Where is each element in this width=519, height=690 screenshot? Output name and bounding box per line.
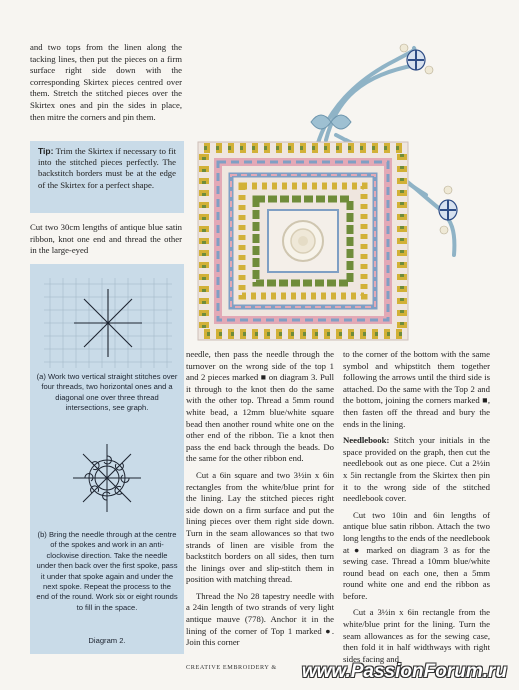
intro-text: and two tops from the linen along the tacking lines, then put the pieces on a firm surface right side down with the corresponding Skirtex pieces centred over them. Stretch the stitched pieces over the Skirtex ones and pin the sides in place, then mitre the corners and pin them.	[30, 42, 182, 122]
diagram-b-spokes	[30, 434, 184, 524]
diagram-a-graph	[30, 264, 184, 384]
tip-text: Trim the Skirtex if necessary to fit into the stitched pieces perfectly. The backstitch borders must be at the edge of the Skirtex for a perfect shape.	[38, 146, 176, 190]
col3-paragraph-3: Cut two 10in and 6in lengths of antique blue satin ribbon. Attach the two long lengths to the ends of the needlebook at ● marked on diagram 3 as for the sewing case. Thread a 10mm blue/white round bead on each one, then a 5mm round white one and end the ribbon as before.	[343, 509, 490, 601]
col2-paragraph-2: Cut a 6in square and two 3½in x 6in rectangles from the white/blue print for the lining. Lay the stitched pieces right side down on a firm surface and put the lining pieces over them right side down. Turn in the seam allowances so that two strands of linen are visible from the backstitch borders on all sides, then turn the linings over and slip-stitch them in position with matching thread.	[186, 469, 334, 585]
needlebook-heading: Needlebook:	[343, 435, 390, 446]
caption-a: (a) Work two vertical straight stitches over four threads, two horizontal ones and a diagonal one over three thread intersections, see graph.	[36, 372, 178, 413]
col2-paragraph-3: Thread the No 28 tapestry needle with a 24in length of two strands of very light antique mauve (778). Anchor it in the lining of the corner of Top 1 marked ●. Join this corner	[186, 590, 334, 648]
col3-paragraph-1: to the corner of the bottom with the same symbol and whipstitch them together following the arrows until the third side is attached. Do the same with the Top 2 and the bottom, joining the corners marked ■, then fasten off the thread and bury the ends in the lining.	[343, 349, 490, 429]
watermark: www.PassionForum.ru	[301, 661, 507, 682]
column-2	[186, 349, 334, 654]
tip-label: Tip:	[38, 146, 54, 156]
diagram-2-panel	[30, 264, 184, 654]
col3-paragraph-4: Cut a 3½in x 6in rectangle from the white/blue print for the lining. Turn the seam allowances as for the sewing case, then fold it in half widthways with right sides facing and	[343, 607, 490, 664]
embroidered-sewing-case-photo	[186, 40, 502, 350]
diagram-title: Diagram 2.	[88, 636, 126, 645]
caption-b: (b) Bring the needle through at the centre of the spokes and work in an anti-clockwise direction. Take the needle under then back over the first spoke, pass it under that spoke again and under the next spoke. Repeat the process to the end of the round. Work six or eight rounds to fill in the space.	[36, 530, 178, 612]
col3-paragraph-2-text: Stitch your initials in the space provided on the graph, then cut the needlebook out as one piece. Cut a 2½in x 5in rectangle from the Skirtex then pin it to the wrong side of the stitched needlebook cover.	[343, 435, 490, 504]
page-footer: CREATIVE EMBROIDERY &	[186, 664, 277, 671]
intro-paragraph	[30, 42, 182, 128]
col2-paragraph-1: needle, then pass the needle through the turnover on the wrong side of the top 1 and 2 pieces marked ■ on diagram 3. Pull it through to the knot then do the same with the other top. Thread a 5mm round white bead, a 12mm blue/white square bead then another round white one on the other end of the ribbon. Tie a knot then pass the end back through the beads. Do the same for the other ribbon end.	[186, 349, 334, 464]
column-3	[343, 349, 490, 670]
col3-paragraph-2	[343, 435, 490, 505]
ribbon-text: Cut two 30cm lengths of antique blue satin ribbon, knot one end and thread the other in the large-eyed	[30, 222, 182, 256]
tip-box	[30, 141, 184, 213]
ribbon-paragraph	[30, 222, 182, 262]
